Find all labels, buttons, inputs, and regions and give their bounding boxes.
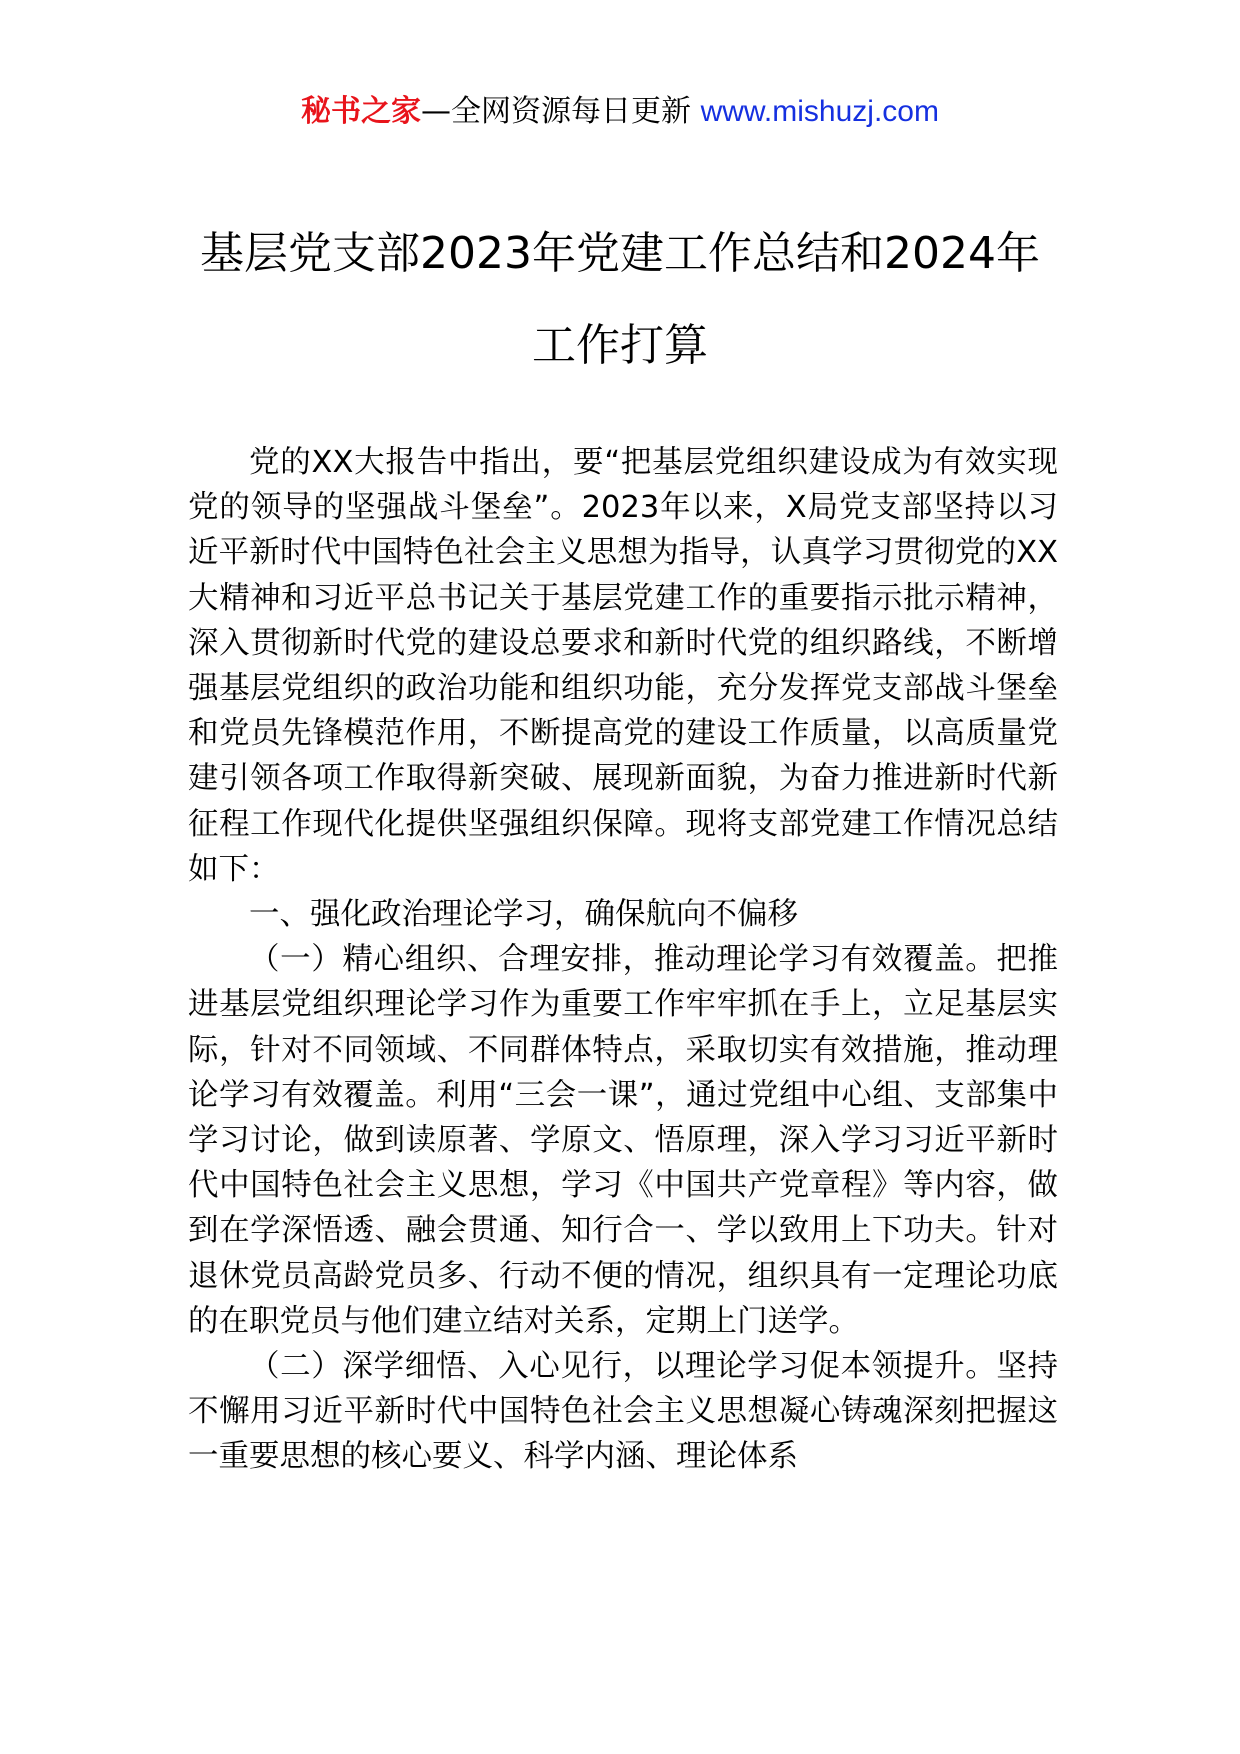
title-line-2: 工作打算 [532,320,708,371]
document-title [150,208,1090,392]
paragraph-item-1: （一）精心组织、合理安排，推动理论学习有效覆盖。把推进基层党组织理论学习作为重要工作牢牢抓在手上，立足基层实际，针对不同领域、不同群体特点，采取切实有效措施，推动理论学习有效覆盖。利用“三会一课”，通过党组中心组、支部集中学习讨论，做到读原著、学原文、悟原理，深入学习习近平新时代中国特色社会主义思想，学习《中国共产党章程》等内容，做到在学深悟透、融会贯通、知行合一、学以致用上下功夫。针对退休党员高龄党员多、行动不便的情况，组织具有一定理论功底的在职党员与他们建立结对关系，定期上门送学。 [188,942,1058,1339]
section-heading-1: 一、强化政治理论学习，确保航向不偏移 [249,897,798,933]
document-body [188,440,1058,1480]
intro-paragraph: 党的XX大报告中指出，要“把基层党组织建设成为有效实现党的领导的坚强战斗堡垒”。2023年以来，X局党支部坚持以习近平新时代中国特色社会主义思想为指导，认真学习贯彻党的XX大精神和习近平总书记关于基层党建工作的重要指示批示精神，深入贯彻新时代党的建设总要求和新时代党的组织路线，不断增强基层党组织的政治功能和组织功能，充分发挥党支部战斗堡垒和党员先锋模范作用，不断提高党的建设工作质量，以高质量党建引领各项工作取得新突破、展现新面貌，为奋力推进新时代新征程工作现代化提供坚强组织保障。现将支部党建工作情况总结如下： [188,445,1058,887]
paragraph-item-2: （二）深学细悟、入心见行，以理论学习促本领提升。坚持不懈用习近平新时代中国特色社会主义思想凝心铸魂深刻把握这一重要思想的核心要义、科学内涵、理论体系 [188,1349,1058,1475]
brand-name: 秘书之家 [301,94,422,129]
header-tagline: —全网资源每日更新 [421,94,692,129]
site-url-link[interactable]: www.mishuzj.com [700,95,939,128]
title-line-1: 基层党支部2023年党建工作总结和2024年 [200,228,1040,279]
site-header [0,90,1240,134]
